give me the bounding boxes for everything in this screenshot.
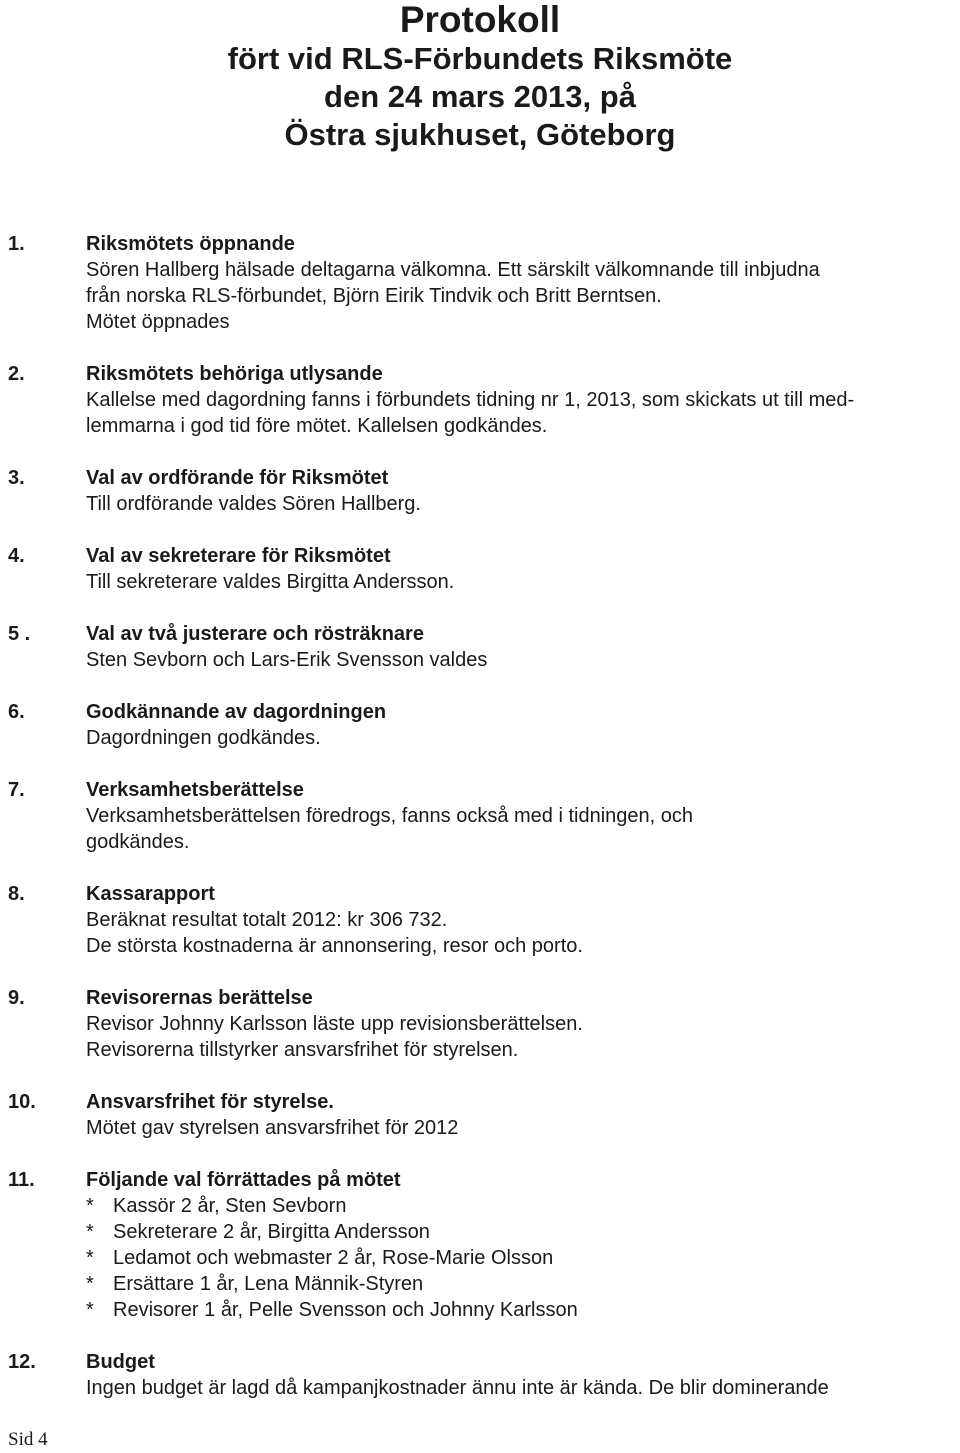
section-number: 11. <box>8 1169 35 1191</box>
section-body <box>86 621 954 673</box>
minutes-sections <box>0 231 960 1427</box>
agenda-section <box>0 1349 960 1401</box>
section-heading: Budget <box>86 1351 155 1373</box>
section-text-line: Beräknat resultat totalt 2012: kr 306 732. <box>86 909 448 931</box>
section-text-line: Kallelse med dagordning fanns i förbundets tidning nr 1, 2013, som skickats ut till med- <box>86 389 855 411</box>
section-text-line: Till ordförande valdes Sören Hallberg. <box>86 493 421 515</box>
page-number: Sid 4 <box>8 1429 48 1450</box>
section-number: 2. <box>8 363 25 385</box>
document-subtitle-line: fört vid RLS-Förbundets Riksmöte <box>227 41 733 76</box>
section-number: 5 . <box>8 623 31 645</box>
section-body <box>86 1167 954 1323</box>
section-number: 4. <box>8 545 25 567</box>
section-body <box>86 543 954 595</box>
agenda-section <box>0 985 960 1063</box>
section-text-line: Mötet gav styrelsen ansvarsfrihet för 2012 <box>86 1117 459 1139</box>
election-list-item <box>86 1271 954 1297</box>
section-heading: Revisorernas berättelse <box>86 987 313 1009</box>
election-list-text: Revisorer 1 år, Pelle Svensson och Johnny Karlsson <box>113 1299 578 1321</box>
section-text-line: De största kostnaderna är annonsering, resor och porto. <box>86 935 583 957</box>
section-body <box>86 1349 954 1401</box>
election-list-item <box>86 1193 954 1219</box>
document-subtitle-line: Östra sjukhuset, Göteborg <box>284 117 676 152</box>
section-text-line: från norska RLS-förbundet, Björn Eirik Tindvik och Britt Berntsen. <box>86 285 662 307</box>
section-heading: Kassarapport <box>86 883 215 905</box>
section-heading: Val av sekreterare för Riksmötet <box>86 545 391 567</box>
section-text-line: Revisorerna tillstyrker ansvarsfrihet för styrelsen. <box>86 1039 519 1061</box>
agenda-section <box>0 881 960 959</box>
section-text-line: Mötet öppnades <box>86 311 230 333</box>
section-number: 7. <box>8 779 25 801</box>
section-text-line: Sören Hallberg hälsade deltagarna välkomna. Ett särskilt välkomnande till inbjudna <box>86 259 820 281</box>
bullet-marker: * <box>86 1299 94 1321</box>
section-text-line: Sten Sevborn och Lars-Erik Svensson valdes <box>86 649 488 671</box>
section-body <box>86 699 954 751</box>
section-body <box>86 881 954 959</box>
section-body <box>86 777 954 855</box>
section-heading: Val av ordförande för Riksmötet <box>86 467 389 489</box>
section-heading: Riksmötets öppnande <box>86 233 295 255</box>
bullet-marker: * <box>86 1247 94 1269</box>
section-number: 3. <box>8 467 25 489</box>
bullet-marker: * <box>86 1195 94 1217</box>
election-list-text: Sekreterare 2 år, Birgitta Andersson <box>113 1221 430 1243</box>
section-heading: Godkännande av dagordningen <box>86 701 387 723</box>
agenda-section <box>0 361 960 439</box>
section-body <box>86 465 954 517</box>
section-number: 6. <box>8 701 25 723</box>
election-list-text: Kassör 2 år, Sten Sevborn <box>113 1195 347 1217</box>
election-list-item <box>86 1219 954 1245</box>
agenda-section <box>0 465 960 517</box>
section-number: 10. <box>8 1091 36 1113</box>
election-list-item <box>86 1245 954 1271</box>
agenda-section <box>0 543 960 595</box>
agenda-section <box>0 777 960 855</box>
agenda-section <box>0 1167 960 1323</box>
section-number: 8. <box>8 883 25 905</box>
section-text-line: Ingen budget är lagd då kampanjkostnader ännu inte är kända. De blir dominerande <box>86 1377 829 1399</box>
section-body <box>86 985 954 1063</box>
section-body <box>86 361 954 439</box>
election-list-item <box>86 1297 954 1323</box>
section-number: 1. <box>8 233 25 255</box>
section-heading: Följande val förrättades på mötet <box>86 1169 401 1191</box>
bullet-marker: * <box>86 1273 94 1295</box>
section-heading: Riksmötets behöriga utlysande <box>86 363 383 385</box>
document-subtitle-line: den 24 mars 2013, på <box>324 79 636 114</box>
section-text-line: lemmarna i god tid före mötet. Kallelsen godkändes. <box>86 415 548 437</box>
bullet-marker: * <box>86 1221 94 1243</box>
document-title-block <box>0 0 960 154</box>
agenda-section <box>0 699 960 751</box>
section-text-line: Till sekreterare valdes Birgitta Andersson. <box>86 571 455 593</box>
section-body <box>86 231 954 335</box>
section-heading: Val av två justerare och rösträknare <box>86 623 424 645</box>
section-body <box>86 1089 954 1141</box>
election-list-text: Ersättare 1 år, Lena Männik-Styren <box>113 1273 424 1295</box>
section-text-line: Revisor Johnny Karlsson läste upp revisionsberättelsen. <box>86 1013 583 1035</box>
election-list-text: Ledamot och webmaster 2 år, Rose-Marie Olsson <box>113 1247 554 1269</box>
document-title: Protokoll <box>399 0 561 40</box>
section-heading: Verksamhetsberättelse <box>86 779 304 801</box>
agenda-section <box>0 621 960 673</box>
agenda-section <box>0 231 960 335</box>
section-heading: Ansvarsfrihet för styrelse. <box>86 1091 334 1113</box>
section-text-line: Dagordningen godkändes. <box>86 727 321 749</box>
section-number: 12. <box>8 1351 36 1373</box>
agenda-section <box>0 1089 960 1141</box>
section-text-line: Verksamhetsberättelsen föredrogs, fanns också med i tidningen, och <box>86 805 694 827</box>
section-number: 9. <box>8 987 25 1009</box>
section-text-line: godkändes. <box>86 831 190 853</box>
